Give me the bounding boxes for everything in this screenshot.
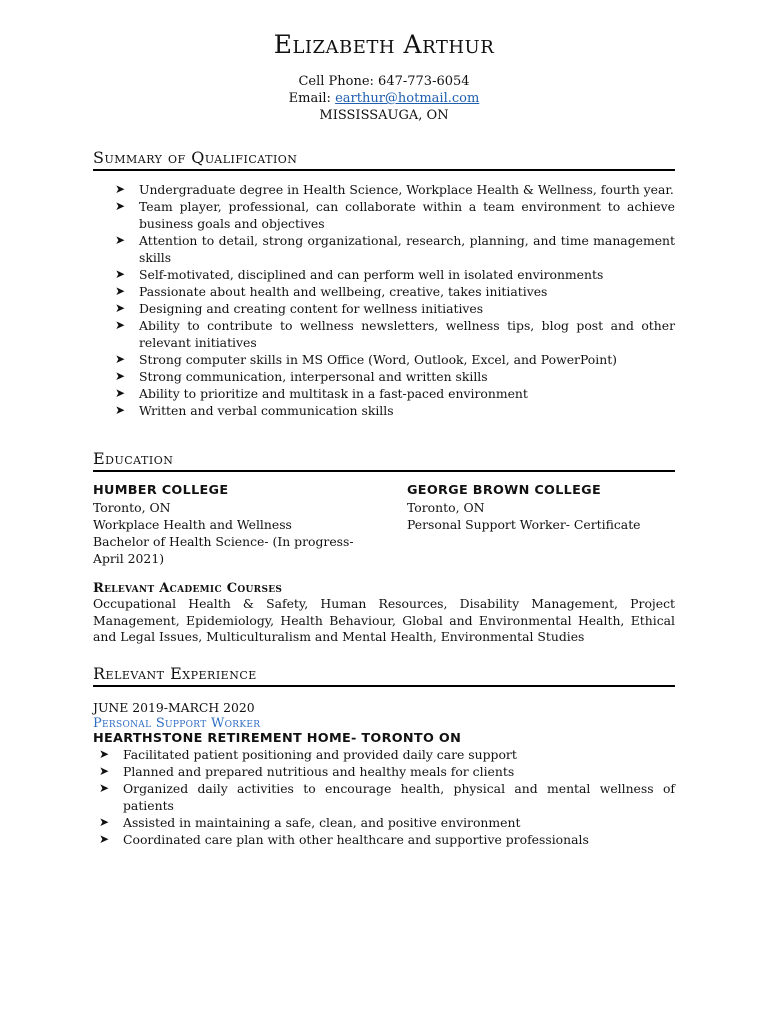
arrowhead-bullet-icon: ➤ <box>115 403 126 417</box>
education-section <box>93 449 675 646</box>
list-item: ➤ Designing and creating content for wellness initiatives <box>115 301 484 316</box>
arrowhead-bullet-icon: ➤ <box>99 763 110 778</box>
arrowhead-bullet-icon: ➤ <box>115 267 126 281</box>
candidate-name: Elizabeth Arthur <box>273 30 495 59</box>
school-location: Toronto, ON <box>407 500 485 515</box>
school-program: Personal Support Worker- Certificate <box>407 517 641 532</box>
job-dates: JUNE 2019-MARCH 2020 <box>93 699 255 715</box>
arrowhead-bullet-icon: ➤ <box>115 352 126 366</box>
arrowhead-bullet-icon: ➤ <box>115 199 126 213</box>
courses-text: Occupational Health & Safety, Human Resources, Disability Management, Project Management, Epidemiology, Health Behaviour, Global and Environmental Health, Ethical and Legal Issues, Multiculturalism and Mental Health, Environmental Studies <box>93 596 675 644</box>
arrowhead-bullet-icon: ➤ <box>115 301 126 315</box>
email-link[interactable]: earthur@hotmail.com <box>335 91 480 106</box>
list-item: ➤ Passionate about health and wellbeing, creative, takes initiatives <box>115 284 548 299</box>
arrowhead-bullet-icon: ➤ <box>115 386 126 400</box>
list-item: ➤ Assisted in maintaining a safe, clean, and positive environment <box>99 814 521 830</box>
arrowhead-bullet-icon: ➤ <box>99 780 110 795</box>
list-item: ➤ Strong computer skills in MS Office (Word, Outlook, Excel, and PowerPoint) <box>115 352 618 367</box>
duties-list <box>93 746 675 848</box>
arrowhead-bullet-icon: ➤ <box>99 814 110 829</box>
summary-title: Summary of Qualification <box>93 148 675 171</box>
list-item: ➤ Organized daily activities to encourage health, physical and mental wellness of patients <box>99 780 675 813</box>
arrowhead-bullet-icon: ➤ <box>115 233 126 247</box>
list-item: ➤ Coordinated care plan with other healthcare and supportive professionals <box>99 831 589 847</box>
school-program: Workplace Health and Wellness <box>93 517 292 532</box>
experience-title: Relevant Experience <box>93 664 675 687</box>
arrowhead-bullet-icon: ➤ <box>99 746 110 761</box>
courses-title: Relevant Academic Courses <box>93 581 283 596</box>
arrowhead-bullet-icon: ➤ <box>115 284 126 298</box>
email-label: Email: <box>288 91 336 106</box>
list-item: ➤ Planned and prepared nutritious and healthy meals for clients <box>99 763 515 779</box>
school-name: HUMBER COLLEGE <box>93 483 229 498</box>
list-item: ➤ Facilitated patient positioning and provided daily care support <box>99 746 517 762</box>
summary-section <box>93 148 675 419</box>
list-item: ➤ Self-motivated, disciplined and can perform well in isolated environments <box>115 267 604 282</box>
list-item: ➤ Ability to contribute to wellness newsletters, wellness tips, blog post and other relevant initiatives <box>115 318 675 350</box>
school-degree: Bachelor of Health Science- (In progress- April 2021) <box>93 534 354 566</box>
school-entry <box>93 482 383 567</box>
school-location: Toronto, ON <box>93 500 171 515</box>
job-role: Personal Support Worker <box>93 715 261 731</box>
email-line <box>93 90 675 107</box>
education-title: Education <box>93 449 675 472</box>
arrowhead-bullet-icon: ➤ <box>115 318 126 332</box>
job-employer: HEARTHSTONE RETIREMENT HOME- TORONTO ON <box>93 730 462 746</box>
list-item: ➤ Strong communication, interpersonal and written skills <box>115 369 488 384</box>
school-entry <box>383 482 673 567</box>
list-item: ➤ Attention to detail, strong organizational, research, planning, and time management skills <box>115 233 675 265</box>
list-item: ➤ Ability to prioritize and multitask in a fast-paced environment <box>115 386 528 401</box>
experience-section <box>93 664 675 848</box>
arrowhead-bullet-icon: ➤ <box>115 369 126 383</box>
phone-line: Cell Phone: 647-773-6054 <box>298 74 470 89</box>
location-line: MISSISSAUGA, ON <box>319 108 449 123</box>
arrowhead-bullet-icon: ➤ <box>115 182 126 196</box>
list-item: ➤ Undergraduate degree in Health Science, Workplace Health & Wellness, fourth year. <box>115 182 674 197</box>
education-columns <box>93 482 675 567</box>
school-name: GEORGE BROWN COLLEGE <box>407 483 602 498</box>
summary-list <box>93 181 675 419</box>
resume-page <box>93 30 675 848</box>
list-item: ➤ Team player, professional, can collaborate within a team environment to achieve business goals and objectives <box>115 199 675 231</box>
arrowhead-bullet-icon: ➤ <box>99 831 110 846</box>
contact-block <box>93 73 675 124</box>
list-item: ➤ Written and verbal communication skills <box>115 403 394 418</box>
